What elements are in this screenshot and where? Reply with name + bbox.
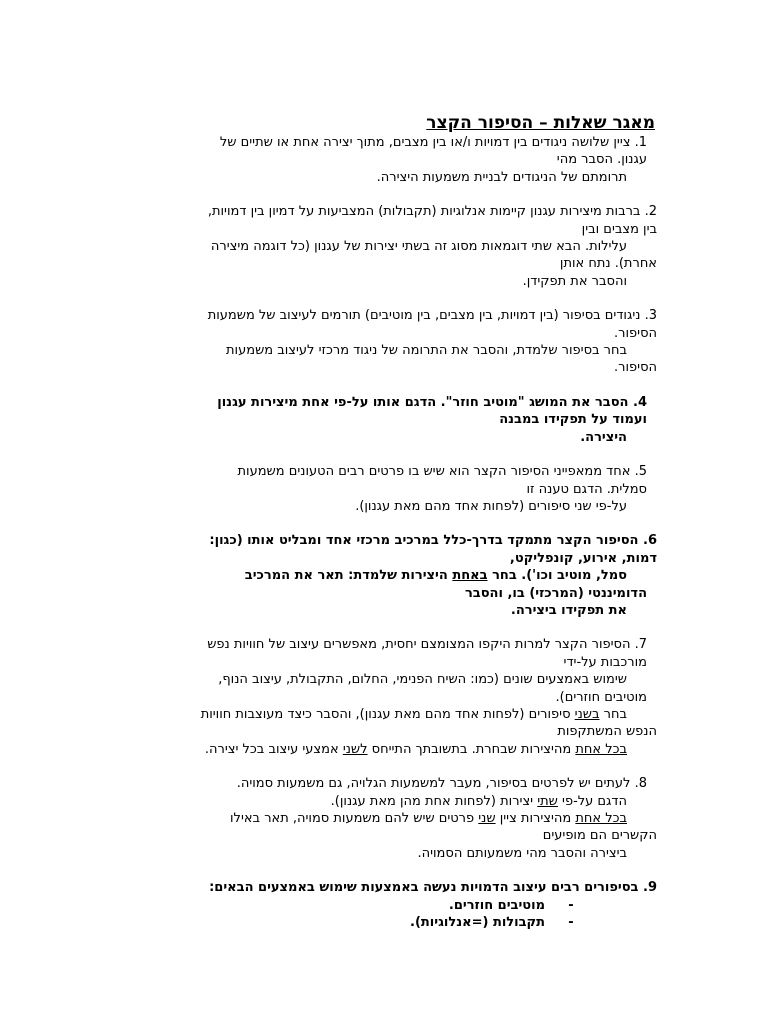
question-line: הסיפור. bbox=[614, 360, 657, 376]
question-5 bbox=[112, 463, 657, 515]
question-line: 7. הסיפור הקצר למרות היקפו המצומצם יחסית, מאפשרים עיצוב של חוויות נפש bbox=[207, 637, 647, 653]
question-line: ועמוד על תפקידו במבנה bbox=[499, 412, 647, 428]
document-title: מאגר שאלות – הסיפור הקצר bbox=[426, 113, 655, 133]
question-text: בחר bbox=[603, 706, 627, 722]
list-item bbox=[112, 897, 657, 914]
question-7 bbox=[112, 636, 657, 758]
question-text: מהיצירות ציין bbox=[499, 811, 572, 826]
question-line: אחרת). נתח אותן bbox=[559, 256, 657, 272]
underlined-word: בשני bbox=[574, 706, 600, 722]
list-item bbox=[112, 914, 657, 931]
question-line: תרומתם של הניגודים לבניית משמעות היצירה. bbox=[376, 169, 627, 185]
question-line: 2. ברבות מיצירות עגנון קיימות אנלוגיות (תקבולות) המצביעות על דמיון בין דמויות, bbox=[207, 204, 657, 220]
question-line: 3. ניגודים בסיפור (בין דמויות, בין מצבים, בין מוטיבים) תורמים לעיצוב של משמעות bbox=[207, 308, 657, 324]
question-line: 8. לעתים יש לפרטים בסיפור, מעבר למשמעות הגלויה, גם משמעות סמויה. bbox=[236, 776, 647, 792]
question-line: 5. אחד ממאפייני הסיפור הקצר הוא שיש בו פרטים רבים הטעונים משמעות bbox=[237, 464, 647, 480]
question-line bbox=[112, 706, 657, 723]
underlined-word: לשני bbox=[342, 741, 368, 757]
question-text: מהיצירות שבחרת. בתשובתך התייחס bbox=[371, 741, 572, 757]
question-line: שימוש באמצעים שונים (כמו: השיח הפנימי, החלום, התקבולת, עיצוב הנוף, bbox=[218, 672, 627, 688]
underlined-word: בכל אחת bbox=[575, 741, 627, 757]
question-line: על-פי שני סיפורים (לפחות אחד מהם מאת עגנון). bbox=[355, 498, 627, 514]
question-line: 1. ציין שלושה ניגודים בין דמויות ו/או בין מצבים, מתוך יצירה אחת או שתיים של bbox=[219, 135, 647, 150]
question-text: היצירות שלמדת: תאר את המרכיב bbox=[244, 568, 448, 584]
question-text: פרטים שיש להם משמעות סמויה, תאר באילו bbox=[230, 811, 475, 826]
underlined-word: שני bbox=[478, 811, 496, 826]
question-line: והסבר את תפקידן. bbox=[522, 273, 627, 289]
question-line: עלילות. הבא שתי דוגמאות מסוג זה בשתי יצירות של עגנון (כל דוגמה מיצירה bbox=[210, 239, 627, 255]
question-line: מוטיבים חוזרים). bbox=[555, 689, 647, 705]
question-text: סמל, מוטיב וכו'). בחר bbox=[492, 568, 627, 584]
question-line: בין מצבים ובין bbox=[581, 221, 657, 237]
question-line: 4. הסבר את המושג "מוטיב חוזר". הדגם אותו על-פי אחת מיצירות עגנון bbox=[217, 394, 647, 410]
question-line: סמלית. הדגם טענה זו bbox=[526, 481, 647, 497]
question-line: עגנון. הסבר מהי bbox=[556, 152, 647, 168]
question-line: ביצירה והסבר מהי משמעותם הסמויה. bbox=[417, 845, 627, 861]
document-page bbox=[112, 112, 657, 931]
dash-bullet: - bbox=[568, 897, 574, 913]
question-line: דמות, אירוע, קונפליקט, bbox=[509, 550, 657, 566]
question-text: יצירות (לפחות אחת מהן מאת עגנון). bbox=[330, 793, 534, 809]
list-item-text: מוטיבים חוזרים. bbox=[448, 897, 545, 913]
dash-bullet: - bbox=[568, 915, 574, 931]
question-line bbox=[112, 793, 657, 810]
question-line: מורכבות על-ידי bbox=[563, 654, 647, 670]
underlined-word: באחת bbox=[452, 568, 488, 584]
question-text: אמצעי עיצוב בכל יצירה. bbox=[204, 741, 339, 757]
question-8 bbox=[112, 775, 657, 862]
question-line: היצירה. bbox=[580, 429, 627, 445]
question-line: בחר בסיפור שלמדת, והסבר את התרומה של ניגוד מרכזי לעיצוב משמעות bbox=[226, 343, 627, 359]
question-line bbox=[112, 741, 657, 758]
question-line: 9. בסיפורים רבים עיצוב הדמויות נעשה באמצעות שימוש באמצעים הבאים: bbox=[209, 880, 657, 896]
question-line: הדומיננטי (המרכזי) בו, והסבר bbox=[464, 585, 647, 601]
question-line: את תפקידו ביצירה. bbox=[510, 602, 627, 618]
underlined-word: שתי bbox=[537, 793, 558, 809]
list-item-text: תקבולות (=אנלוגיות). bbox=[410, 915, 545, 931]
question-line: 6. הסיפור הקצר מתמקד בדרך-כלל במרכיב מרכזי אחד ומבליט אותו (כגון: bbox=[209, 533, 657, 549]
question-4 bbox=[112, 394, 657, 446]
question-6 bbox=[112, 532, 657, 619]
question-line bbox=[112, 567, 657, 584]
question-line: הסיפור. bbox=[614, 325, 657, 341]
question-9 bbox=[112, 879, 657, 931]
question-line: הנפש המשתקפות bbox=[557, 724, 657, 740]
question-text: הדגם על-פי bbox=[562, 793, 627, 809]
question-3 bbox=[112, 307, 657, 377]
question-2 bbox=[112, 203, 657, 290]
question-line bbox=[112, 810, 657, 827]
question-line: הקשרים הם מופיעים bbox=[542, 828, 657, 844]
underlined-word: בכל אחת bbox=[575, 811, 627, 826]
question-text: סיפורים (לפחות אחד מהם מאת עגנון), והסבר כיצד מעוצבות חוויות bbox=[200, 706, 571, 722]
question-1 bbox=[112, 134, 657, 186]
